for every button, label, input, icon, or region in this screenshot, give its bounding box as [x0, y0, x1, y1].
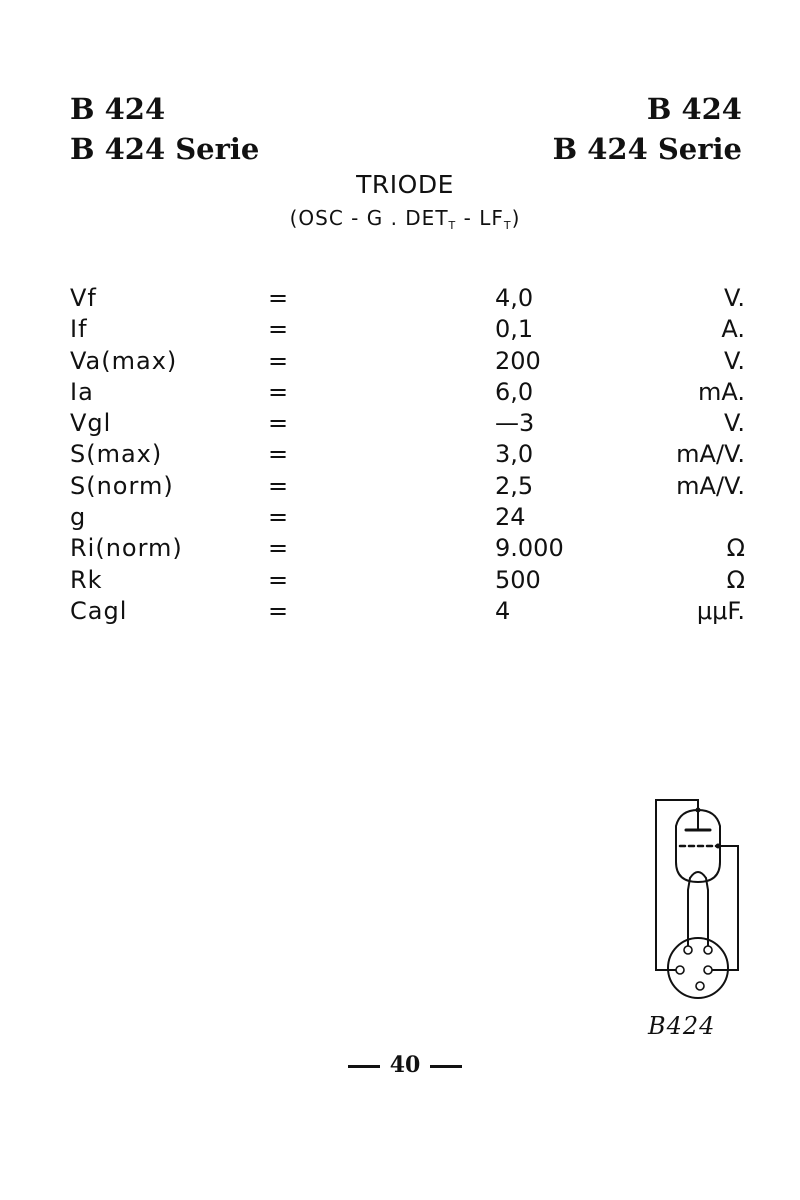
parameter-equals: =	[268, 284, 289, 312]
parameter-equals: =	[268, 409, 289, 438]
page-number-value: 40	[389, 1052, 421, 1078]
parameter-unit: V.	[724, 409, 745, 438]
tube-usage	[0, 206, 800, 232]
filament-lead-left	[688, 878, 690, 946]
parameter-symbol: g	[70, 503, 87, 532]
header-title-right: B 424	[646, 92, 742, 126]
usage-sub-2: T	[503, 219, 512, 232]
base-pin	[696, 982, 704, 990]
parameter-equals: =	[268, 503, 289, 532]
parameter-value: 0,1	[495, 315, 534, 344]
parameter-row	[70, 471, 745, 502]
base-pin	[704, 966, 712, 974]
parameter-unit: mA/V.	[676, 471, 745, 500]
parameter-row	[70, 502, 745, 533]
parameter-equals: =	[268, 471, 289, 500]
parameter-value: —3	[495, 409, 535, 438]
usage-sub-1: T	[448, 219, 457, 232]
parameter-symbol: S(norm)	[70, 471, 174, 500]
parameter-symbol: Rk	[70, 565, 103, 594]
parameter-row	[70, 377, 745, 408]
tube-type: TRIODE	[356, 170, 454, 199]
diagram-label: B424	[648, 1012, 716, 1040]
parameter-symbol: Cagl	[70, 596, 128, 625]
parameter-row	[70, 346, 745, 377]
parameter-row	[70, 314, 745, 345]
parameter-equals: =	[268, 565, 289, 594]
parameter-row	[70, 533, 745, 564]
parameter-value: 4,0	[495, 284, 534, 312]
parameter-row	[70, 439, 745, 470]
parameter-value: 4	[495, 596, 511, 625]
parameter-equals: =	[268, 534, 289, 563]
parameter-row	[70, 565, 745, 596]
filament-lead-right	[706, 878, 708, 946]
parameter-equals: =	[268, 440, 289, 469]
parameter-unit: Ω	[726, 565, 745, 594]
parameter-symbol: S(max)	[70, 440, 163, 469]
parameter-symbol: If	[70, 315, 88, 344]
parameter-equals: =	[268, 596, 289, 625]
parameter-value: 500	[495, 565, 541, 594]
parameter-value: 24	[495, 503, 526, 532]
base-pin	[704, 946, 712, 954]
parameter-row	[70, 408, 745, 439]
parameter-equals: =	[268, 346, 289, 375]
parameter-row	[70, 283, 745, 314]
parameter-symbol: Ri(norm)	[70, 534, 183, 563]
parameter-unit: V.	[724, 284, 745, 312]
header-subtitle-right: B 424 Serie	[552, 132, 742, 166]
parameter-unit: μμF.	[696, 596, 745, 625]
parameter-symbol: Ia	[70, 377, 94, 406]
parameter-unit: Ω	[726, 534, 745, 563]
parameter-unit: mA/V.	[676, 440, 745, 469]
parameter-symbol: Vgl	[70, 409, 112, 438]
tube-schematic-diagram	[640, 790, 750, 1010]
junction-dot	[696, 808, 701, 813]
usage-open: (OSC - G . DET	[289, 206, 449, 230]
header-subtitle-left: B 424 Serie	[70, 132, 260, 166]
dash-left	[348, 1065, 380, 1068]
dash-right	[430, 1065, 462, 1068]
filament	[690, 872, 706, 878]
parameter-symbol: Va(max)	[70, 346, 178, 375]
parameter-equals: =	[268, 377, 289, 406]
parameter-equals: =	[268, 315, 289, 344]
parameter-unit: mA.	[697, 377, 745, 406]
parameter-table	[70, 283, 745, 627]
parameter-value: 200	[495, 346, 541, 375]
usage-mid: - LF	[456, 206, 504, 230]
parameter-value: 3,0	[495, 440, 534, 469]
parameter-value: 2,5	[495, 471, 534, 500]
parameter-unit: A.	[721, 315, 745, 344]
parameter-unit: V.	[724, 346, 745, 375]
header-title-left: B 424	[70, 92, 166, 126]
parameter-row	[70, 596, 745, 627]
parameter-value: 9.000	[495, 534, 564, 563]
parameter-symbol: Vf	[70, 284, 97, 312]
usage-close: )	[511, 206, 521, 230]
base-pin	[676, 966, 684, 974]
page-number	[0, 1052, 800, 1078]
parameter-value: 6,0	[495, 377, 534, 406]
junction-dot	[716, 844, 721, 849]
base-pin	[684, 946, 692, 954]
